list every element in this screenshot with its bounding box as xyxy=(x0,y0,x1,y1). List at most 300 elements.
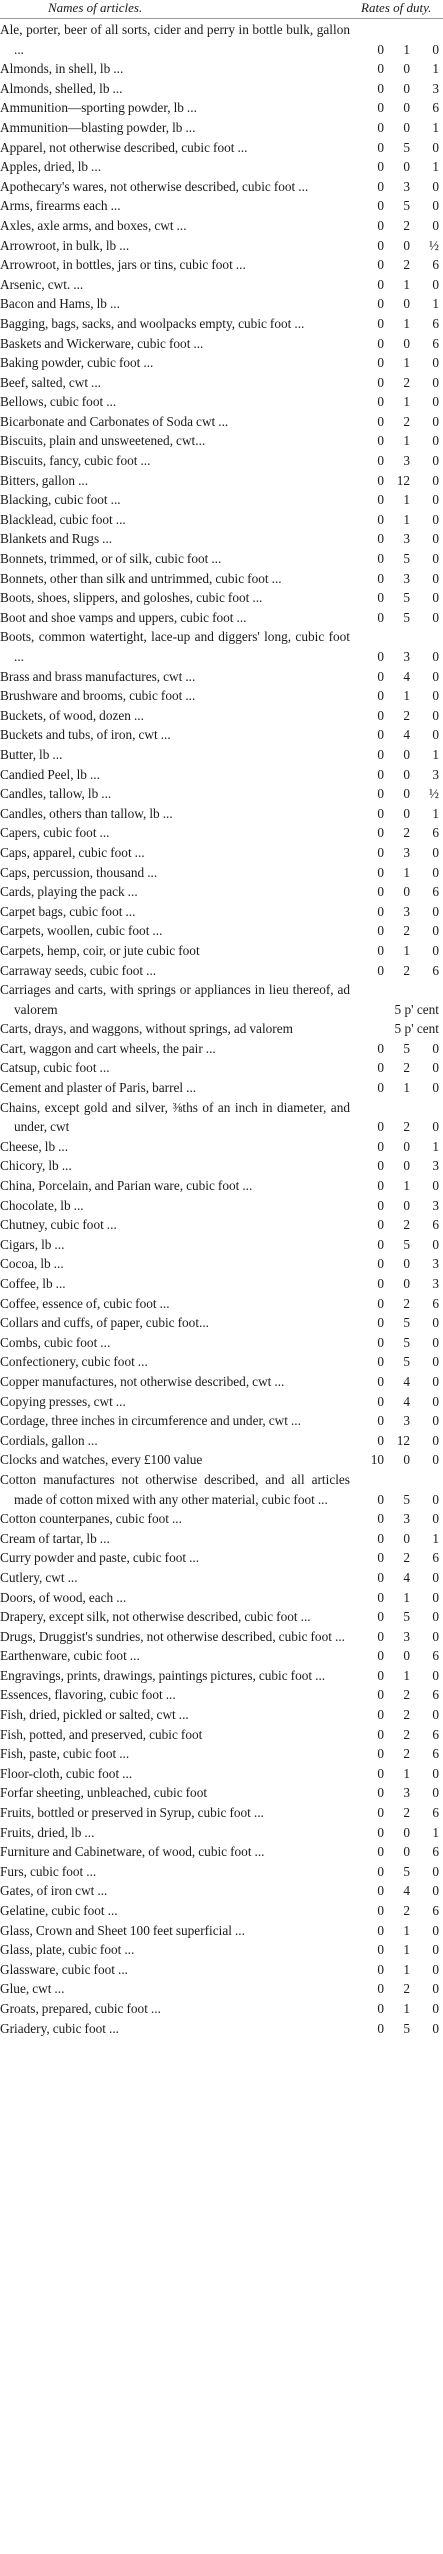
rate-shillings: 1 xyxy=(403,2000,410,2016)
rate-pence: 6 xyxy=(432,1726,439,1742)
rate-shillings: 0 xyxy=(403,1138,410,1154)
rate-pounds: 0 xyxy=(377,1922,384,1938)
duty-rate xyxy=(351,275,439,295)
rate-pounds: 0 xyxy=(377,1687,384,1703)
duty-rate xyxy=(351,138,439,158)
rate-shillings: 4 xyxy=(403,668,410,684)
article-name: Cotton counterpanes, cubic foot ... xyxy=(0,1511,182,1527)
tariff-entry xyxy=(0,255,443,275)
article-name: Copper manufactures, not otherwise described, cwt ... xyxy=(0,1373,285,1389)
tariff-entry xyxy=(0,1823,443,1843)
article-name: Almonds, in shell, lb ... xyxy=(0,61,124,77)
rate-pence: 0 xyxy=(432,492,439,508)
rate-shillings: 2 xyxy=(403,1981,410,1997)
duty-rate xyxy=(351,1960,439,1980)
rate-pounds: 0 xyxy=(377,766,384,782)
rate-shillings: 5 xyxy=(403,1354,410,1370)
rate-shillings: 2 xyxy=(403,962,410,978)
rate-pounds: 0 xyxy=(377,1295,384,1311)
rate-pence: 0 xyxy=(432,1354,439,1370)
rate-pounds: 0 xyxy=(377,1197,384,1213)
rate-pence: 1 xyxy=(432,746,439,762)
rate-pounds: 0 xyxy=(377,1667,384,1683)
article-name: Glue, cwt ... xyxy=(0,1981,65,1997)
rate-pounds: 0 xyxy=(377,1883,384,1899)
article-name: Candied Peel, lb ... xyxy=(0,766,100,782)
rate-shillings: 3 xyxy=(403,903,410,919)
tariff-entry xyxy=(0,823,443,843)
tariff-entry xyxy=(0,1372,443,1392)
tariff-entry xyxy=(0,138,443,158)
duty-rate xyxy=(351,1881,439,1901)
tariff-entry xyxy=(0,1548,443,1568)
duty-rate xyxy=(351,706,439,726)
tariff-entry xyxy=(0,1098,443,1137)
duty-rate xyxy=(351,431,439,451)
rate-pence: 0 xyxy=(432,1569,439,1585)
rate-shillings: 2 xyxy=(403,1119,410,1135)
tariff-entry xyxy=(0,236,443,256)
duty-rate xyxy=(351,882,439,902)
rate-pounds: 0 xyxy=(377,237,384,253)
tariff-entry xyxy=(0,1294,443,1314)
rate-pounds: 0 xyxy=(377,1060,384,1076)
duty-rate xyxy=(351,1137,439,1157)
rate-pounds: 0 xyxy=(377,746,384,762)
article-name: Almonds, shelled, lb ... xyxy=(0,80,123,96)
rate-shillings: 3 xyxy=(403,1413,410,1429)
names-column-heading: Names of articles. xyxy=(48,0,143,15)
rate-pounds: 0 xyxy=(377,198,384,214)
rate-pence: 0 xyxy=(432,590,439,606)
rate-pounds: 0 xyxy=(377,1040,384,1056)
rate-pounds: 0 xyxy=(377,884,384,900)
article-name: Bellows, cubic foot ... xyxy=(0,394,117,410)
rate-pence: 6 xyxy=(432,1648,439,1664)
tariff-entry xyxy=(0,118,443,138)
tariff-entry xyxy=(0,157,443,177)
tariff-entry xyxy=(0,1744,443,1764)
duty-rate xyxy=(351,921,439,941)
tariff-entry xyxy=(0,1921,443,1941)
rate-shillings: 0 xyxy=(403,1256,410,1272)
rate-pence: 0 xyxy=(432,1707,439,1723)
tariff-entry xyxy=(0,1078,443,1098)
rate-pence: 0 xyxy=(432,41,439,57)
rate-pence: 0 xyxy=(432,1511,439,1527)
article-name: Copying presses, cwt ... xyxy=(0,1393,126,1409)
rate-pounds: 0 xyxy=(377,433,384,449)
duty-rate xyxy=(351,510,439,530)
article-name: Biscuits, plain and unsweetened, cwt... xyxy=(0,433,206,449)
duty-rate xyxy=(351,823,439,843)
duty-rate xyxy=(351,1372,439,1392)
rate-pence: 0 xyxy=(432,923,439,939)
rate-pounds: 0 xyxy=(377,1726,384,1742)
duty-rate xyxy=(351,1979,439,1999)
rate-pence: 0 xyxy=(432,1315,439,1331)
duty-rate xyxy=(351,961,439,981)
rate-pounds: 0 xyxy=(377,139,384,155)
rate-pounds: 0 xyxy=(377,1785,384,1801)
article-name: Glass, Crown and Sheet 100 feet superficial ... xyxy=(0,1922,245,1938)
article-name: Caps, apparel, cubic foot ... xyxy=(0,844,145,860)
rate-pence: 1 xyxy=(432,805,439,821)
article-name: Glass, plate, cubic foot ... xyxy=(0,1942,135,1958)
rate-shillings: 0 xyxy=(403,805,410,821)
duty-rate xyxy=(351,1666,439,1686)
duty-rate xyxy=(351,314,439,334)
article-name: Ammunition—sporting powder, lb ... xyxy=(0,100,197,116)
tariff-entry xyxy=(0,1842,443,1862)
tariff-entry xyxy=(0,1431,443,1451)
rate-shillings: 5 xyxy=(403,551,410,567)
rate-pounds: 0 xyxy=(377,1119,384,1135)
rate-shillings: 3 xyxy=(403,531,410,547)
rate-pence: 0 xyxy=(432,570,439,586)
rate-pence: 1 xyxy=(432,296,439,312)
article-name: Groats, prepared, cubic foot ... xyxy=(0,2000,161,2016)
duty-rate xyxy=(351,1254,439,1274)
tariff-entry xyxy=(0,1881,443,1901)
rate-pounds: 0 xyxy=(377,551,384,567)
rate-pounds: 0 xyxy=(377,1844,384,1860)
rate-shillings: 3 xyxy=(403,1628,410,1644)
article-name: Doors, of wood, each ... xyxy=(0,1589,127,1605)
article-name: Apothecary's wares, not otherwise described, cubic foot ... xyxy=(0,178,309,194)
duty-rate xyxy=(351,1000,439,1020)
rate-pence: 6 xyxy=(432,1746,439,1762)
article-name: Carriages and carts, with springs or appliances in lieu thereof, ad valorem xyxy=(0,982,350,1017)
rate-shillings: 2 xyxy=(403,1746,410,1762)
duty-rate xyxy=(351,177,439,197)
duty-rate xyxy=(351,490,439,510)
tariff-entry xyxy=(0,471,443,491)
tariff-entry xyxy=(0,1568,443,1588)
duty-rate xyxy=(351,804,439,824)
rate-pounds: 0 xyxy=(377,825,384,841)
article-name: Catsup, cubic foot ... xyxy=(0,1060,110,1076)
rate-pounds: 0 xyxy=(377,1158,384,1174)
tariff-entry xyxy=(0,1450,443,1470)
article-name: Cement and plaster of Paris, barrel ... xyxy=(0,1080,197,1096)
duty-rate xyxy=(351,765,439,785)
tariff-entry xyxy=(0,1764,443,1784)
rate-shillings: 4 xyxy=(403,1883,410,1899)
rate-pence: 6 xyxy=(432,1295,439,1311)
duty-rate xyxy=(351,1509,439,1529)
duty-rate xyxy=(351,1940,439,1960)
rate-shillings: 5 xyxy=(403,2020,410,2036)
article-name: Collars and cuffs, of paper, cubic foot... xyxy=(0,1315,210,1331)
tariff-entry xyxy=(0,79,443,99)
tariff-entry xyxy=(0,177,443,197)
tariff-entry xyxy=(0,569,443,589)
duty-rate xyxy=(351,236,439,256)
rate-shillings: 1 xyxy=(403,1922,410,1938)
rate-pence: 6 xyxy=(432,1805,439,1821)
tariff-entry xyxy=(0,1254,443,1274)
tariff-entry xyxy=(0,608,443,628)
tariff-entry xyxy=(0,1176,443,1196)
article-name: Coffee, lb ... xyxy=(0,1276,66,1291)
rate-shillings: 0 xyxy=(403,335,410,351)
rate-pounds: 0 xyxy=(377,296,384,312)
duty-rate xyxy=(351,745,439,765)
rate-pounds: 0 xyxy=(377,1432,384,1448)
duty-rate xyxy=(351,1176,439,1196)
rate-shillings: 2 xyxy=(403,1295,410,1311)
rate-pence: 6 xyxy=(432,1903,439,1918)
tariff-entry xyxy=(0,334,443,354)
rate-shillings: 2 xyxy=(403,825,410,841)
rate-pounds: 0 xyxy=(377,903,384,919)
duty-rate xyxy=(351,647,439,667)
rate-pence: 0 xyxy=(432,217,439,233)
article-name: Apparel, not otherwise described, cubic foot ... xyxy=(0,139,248,155)
duty-rate xyxy=(351,1725,439,1745)
duty-rate xyxy=(351,2019,439,2039)
duty-rate xyxy=(351,549,439,569)
rate-shillings: 5 xyxy=(403,1315,410,1331)
rate-shillings: 2 xyxy=(403,923,410,939)
duty-rate xyxy=(351,40,439,60)
tariff-entry xyxy=(0,314,443,334)
tariff-entry xyxy=(0,353,443,373)
rate-shillings: 0 xyxy=(403,884,410,900)
tariff-entry xyxy=(0,588,443,608)
tariff-entry xyxy=(0,804,443,824)
rate-shillings: 0 xyxy=(403,766,410,782)
duty-rate xyxy=(351,1333,439,1353)
duty-rate xyxy=(351,588,439,608)
rate-pounds: 0 xyxy=(377,1373,384,1389)
rate-pence: 0 xyxy=(432,1785,439,1801)
tariff-entry xyxy=(0,1039,443,1059)
rate-shillings: 2 xyxy=(403,1550,410,1566)
tariff-entry xyxy=(0,1156,443,1176)
tariff-entry xyxy=(0,294,443,314)
rate-pence: 0 xyxy=(432,1628,439,1644)
tariff-entry xyxy=(0,1333,443,1353)
rate-pounds: 0 xyxy=(377,923,384,939)
rate-pounds: 0 xyxy=(377,511,384,527)
tariff-entry xyxy=(0,882,443,902)
rate-pence: 3 xyxy=(432,1276,439,1291)
rate-shillings: 1 xyxy=(403,492,410,508)
article-name: Boots, shoes, slippers, and goloshes, cubic foot ... xyxy=(0,590,263,606)
tariff-entry xyxy=(0,1685,443,1705)
tariff-entry xyxy=(0,1411,443,1431)
duty-rate xyxy=(351,1078,439,1098)
rate-pounds: 0 xyxy=(377,100,384,116)
duty-rate xyxy=(351,334,439,354)
rate-pence: 0 xyxy=(432,1334,439,1350)
rate-pounds: 0 xyxy=(377,413,384,429)
duty-rate xyxy=(351,667,439,687)
rate-shillings: 0 xyxy=(403,786,410,802)
tariff-entry xyxy=(0,627,443,666)
duty-rate xyxy=(351,1294,439,1314)
rate-shillings: 3 xyxy=(403,453,410,469)
article-name: Ale, porter, beer of all sorts, cider and perry in bottle bulk, gallon ... xyxy=(0,22,350,57)
tariff-entry xyxy=(0,902,443,922)
tariff-entry xyxy=(0,863,443,883)
tariff-entry xyxy=(0,2019,443,2039)
tariff-entry xyxy=(0,1627,443,1647)
article-name: Butter, lb ... xyxy=(0,746,63,762)
article-name: Coffee, essence of, cubic foot ... xyxy=(0,1295,170,1311)
rate-pounds: 0 xyxy=(377,864,384,880)
tariff-entry xyxy=(0,275,443,295)
rate-pence: 0 xyxy=(432,531,439,547)
rate-shillings: 1 xyxy=(403,315,410,331)
duty-rate xyxy=(351,608,439,628)
rate-pence: 0 xyxy=(432,2020,439,2036)
article-name: Arrowroot, in bulk, lb ... xyxy=(0,237,130,253)
rate-shillings: 0 xyxy=(403,1158,410,1174)
rate-shillings: 3 xyxy=(403,844,410,860)
rate-shillings: 2 xyxy=(403,1217,410,1233)
duty-rate xyxy=(351,902,439,922)
rate-pounds: 0 xyxy=(377,609,384,625)
rate-shillings: 5 xyxy=(403,139,410,155)
rate-pence: 0 xyxy=(432,1922,439,1938)
duty-rate xyxy=(351,1196,439,1216)
rate-pounds: 0 xyxy=(377,2020,384,2036)
duty-rate xyxy=(351,1783,439,1803)
tariff-entry xyxy=(0,1999,443,2019)
tariff-entry xyxy=(0,412,443,432)
rate-pence: 6 xyxy=(432,884,439,900)
article-name: Bitters, gallon ... xyxy=(0,472,89,488)
tariff-entry xyxy=(0,1646,443,1666)
rate-shillings: 3 xyxy=(403,1785,410,1801)
article-name: Chutney, cubic foot ... xyxy=(0,1217,117,1233)
tariff-entry xyxy=(0,1979,443,1999)
rate-pence: 0 xyxy=(432,1981,439,1997)
tariff-entry xyxy=(0,510,443,530)
article-name: Baskets and Wickerware, cubic foot ... xyxy=(0,335,204,351)
article-name: Candles, tallow, lb ... xyxy=(0,786,112,802)
rate-shillings: 1 xyxy=(403,511,410,527)
duty-rate xyxy=(351,1823,439,1843)
duty-rate xyxy=(351,1392,439,1412)
rate-shillings: 3 xyxy=(403,570,410,586)
duty-rate xyxy=(351,98,439,118)
rate-pounds: 0 xyxy=(377,1961,384,1977)
rate-pounds: 0 xyxy=(377,2000,384,2016)
rate-ad-valorem: 5 p' cent xyxy=(394,1001,439,1017)
duty-rate xyxy=(351,863,439,883)
article-name: Cotton manufactures not otherwise described, and all articles made of cotton mixed with any other material, cubic foot ... xyxy=(0,1471,350,1507)
duty-rate xyxy=(351,686,439,706)
rate-pence: 6 xyxy=(432,962,439,978)
rate-pounds: 0 xyxy=(377,1746,384,1762)
tariff-entry xyxy=(0,1058,443,1078)
article-name: Fruits, bottled or preserved in Syrup, cubic foot ... xyxy=(0,1805,264,1821)
tariff-entry xyxy=(0,1215,443,1235)
article-name: Drugs, Druggist's sundries, not otherwise described, cubic foot ... xyxy=(0,1628,345,1644)
rate-pence: 0 xyxy=(432,1393,439,1409)
duty-rate xyxy=(351,1646,439,1666)
article-name: Caps, percussion, thousand ... xyxy=(0,864,158,880)
article-name: Cordage, three inches in circumference and under, cwt ... xyxy=(0,1413,301,1429)
rate-pounds: 0 xyxy=(377,707,384,723)
rate-pence: 0 xyxy=(432,1491,439,1507)
duty-rate xyxy=(351,725,439,745)
tariff-entry xyxy=(0,1666,443,1686)
rate-shillings: 5 xyxy=(403,1334,410,1350)
article-name: Bicarbonate and Carbonates of Soda cwt ... xyxy=(0,413,229,429)
article-name: Buckets and tubs, of iron, cwt ... xyxy=(0,727,171,743)
duty-rate xyxy=(351,1921,439,1941)
rate-pence: 0 xyxy=(432,1080,439,1096)
article-name: Bonnets, trimmed, or of silk, cubic foot ... xyxy=(0,551,222,567)
rate-shillings: 0 xyxy=(403,746,410,762)
rate-pounds: 0 xyxy=(377,472,384,488)
tariff-list xyxy=(0,20,443,2038)
article-name: Biscuits, fancy, cubic foot ... xyxy=(0,453,151,469)
rate-shillings: 2 xyxy=(403,1060,410,1076)
rate-pence: 6 xyxy=(432,315,439,331)
article-name: Baking powder, cubic foot ... xyxy=(0,355,154,371)
rate-shillings: 2 xyxy=(403,1707,410,1723)
rate-shillings: 1 xyxy=(403,276,410,292)
duty-rate xyxy=(351,1627,439,1647)
rates-column-heading: Rates of duty. xyxy=(361,0,432,15)
rate-shillings: 1 xyxy=(403,41,410,57)
rate-pence: ½ xyxy=(429,237,439,253)
duty-rate xyxy=(351,843,439,863)
article-name: Floor-cloth, cubic foot ... xyxy=(0,1765,133,1781)
article-name: Chains, except gold and silver, ⅜ths of an inch in diameter, and under, cwt xyxy=(0,1099,350,1135)
rate-pence: 1 xyxy=(432,61,439,77)
duty-rate xyxy=(351,1999,439,2019)
article-name: Blacklead, cubic foot ... xyxy=(0,511,126,527)
article-name: Arsenic, cwt. ... xyxy=(0,276,84,292)
article-name: Carraway seeds, cubic foot ... xyxy=(0,962,157,978)
rate-pounds: 0 xyxy=(377,394,384,410)
rate-pounds: 0 xyxy=(377,1315,384,1331)
rate-pence: 0 xyxy=(432,1452,439,1468)
rate-shillings: 3 xyxy=(403,649,410,664)
article-name: Brass and brass manufactures, cwt ... xyxy=(0,668,196,684)
rate-ad-valorem: 5 p' cent xyxy=(394,1021,439,1037)
duty-rate xyxy=(351,1901,439,1921)
article-name: Fish, paste, cubic foot ... xyxy=(0,1746,130,1762)
article-name: Ammunition—blasting powder, lb ... xyxy=(0,119,196,135)
rate-pence: 3 xyxy=(432,1158,439,1174)
rate-shillings: 12 xyxy=(396,1432,410,1448)
article-name: Carpets, woollen, cubic foot ... xyxy=(0,923,163,939)
rate-pence: 0 xyxy=(432,942,439,958)
duty-rate xyxy=(351,1450,439,1470)
duty-rate xyxy=(351,353,439,373)
tariff-entry xyxy=(0,1862,443,1882)
rate-shillings: 0 xyxy=(403,1824,410,1840)
rate-shillings: 12 xyxy=(396,472,410,488)
tariff-entry xyxy=(0,1313,443,1333)
duty-rate xyxy=(351,1862,439,1882)
tariff-entry xyxy=(0,392,443,412)
rate-shillings: 0 xyxy=(403,1530,410,1546)
rate-pounds: 0 xyxy=(377,1609,384,1625)
rate-pounds: 0 xyxy=(377,276,384,292)
rate-pounds: 0 xyxy=(377,844,384,860)
rate-shillings: 0 xyxy=(403,1452,410,1468)
tariff-entry xyxy=(0,373,443,393)
